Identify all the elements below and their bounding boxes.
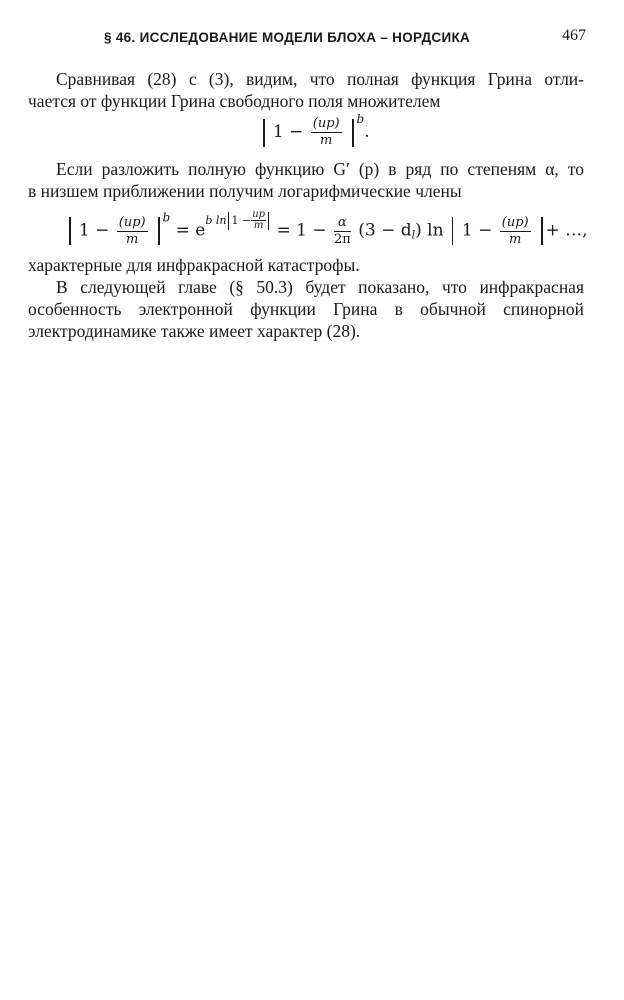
eq2-abs-bar-1 — [69, 217, 71, 245]
paragraph-4-line-3: электродинамике также имеет характер (28). — [28, 321, 361, 341]
eq2-paren: (3 − d — [358, 220, 412, 241]
eq2-exp-numerator: up — [252, 209, 266, 220]
eq2-rhs-start: = 1 − — [276, 220, 327, 241]
eq2-exp-b-ln: b ln — [205, 213, 227, 227]
eq2-exp-denominator: m — [253, 220, 264, 231]
eq2-denominator: m — [126, 231, 139, 247]
paragraph-1-line-2: чается от функции Грина свободного поля множителем — [28, 91, 441, 111]
paragraph-2-line-2: в низшем приближении получим логарифмические члены — [28, 181, 462, 201]
eq2-exponent: b — [162, 210, 171, 225]
eq2-alpha-fraction — [334, 216, 351, 247]
eq2-one-minus: 1 − — [78, 220, 110, 241]
eq1-exponent: b — [356, 112, 365, 126]
paragraph-2-line-1: Если разложить полную функцию G′ (p) в ряд по степеням α, то — [56, 159, 584, 179]
eq2-exp-fraction — [251, 210, 266, 231]
eq2-equals-e: = e — [175, 220, 206, 241]
eq1-denominator: m — [320, 133, 333, 148]
eq1-one-minus: 1 − — [272, 122, 304, 142]
paragraph-3-line-1: характерные для инфракрасной катастрофы. — [28, 255, 360, 275]
eq2-e-exponent — [205, 209, 271, 231]
equation-multiplier — [260, 112, 370, 148]
eq2-exp-one-minus: 1 − — [231, 213, 252, 227]
equation-expansion — [66, 210, 588, 247]
eq1-period: . — [364, 122, 370, 142]
abs-bar-left — [263, 119, 265, 147]
eq2-rhs-denominator: m — [509, 231, 522, 247]
eq2-exp-bar-left — [228, 212, 229, 230]
eq2-abs-bar-4 — [541, 217, 543, 245]
eq2-rhs-one-minus: 1 − — [461, 220, 493, 241]
eq2-rhs-fraction — [500, 216, 531, 247]
eq1-fraction — [311, 117, 342, 148]
eq2-rhs-numerator: (up) — [501, 214, 529, 230]
eq1-numerator: (up) — [312, 116, 340, 131]
abs-bar-right — [352, 119, 354, 147]
eq2-abs-bar-3 — [452, 217, 454, 245]
paragraph-4-line-2: особенность электронной функции Грина в обычной спинорной — [28, 299, 584, 319]
eq2-abs-bar-2 — [158, 217, 160, 245]
eq2-sub-l: l — [411, 228, 416, 242]
page-number: 467 — [562, 27, 586, 44]
running-head: § 46. ИССЛЕДОВАНИЕ МОДЕЛИ БЛОХА – НОРДСИКА — [104, 30, 471, 45]
paragraph-1-line-1: Сравнивая (28) с (3), видим, что полная функция Грина отли- — [56, 69, 584, 89]
eq2-fraction — [117, 216, 148, 247]
eq2-tail: + …, — [545, 220, 588, 241]
eq2-numerator: (up) — [118, 214, 146, 230]
eq2-exp-bar-right — [268, 212, 269, 230]
eq2-alpha: α — [334, 216, 351, 232]
paragraph-4-line-1: В следующей главе (§ 50.3) будет показано, что инфракрасная — [56, 277, 584, 297]
eq2-two-pi: 2π — [333, 231, 351, 247]
eq2-paren-close: ) ln — [415, 220, 444, 241]
